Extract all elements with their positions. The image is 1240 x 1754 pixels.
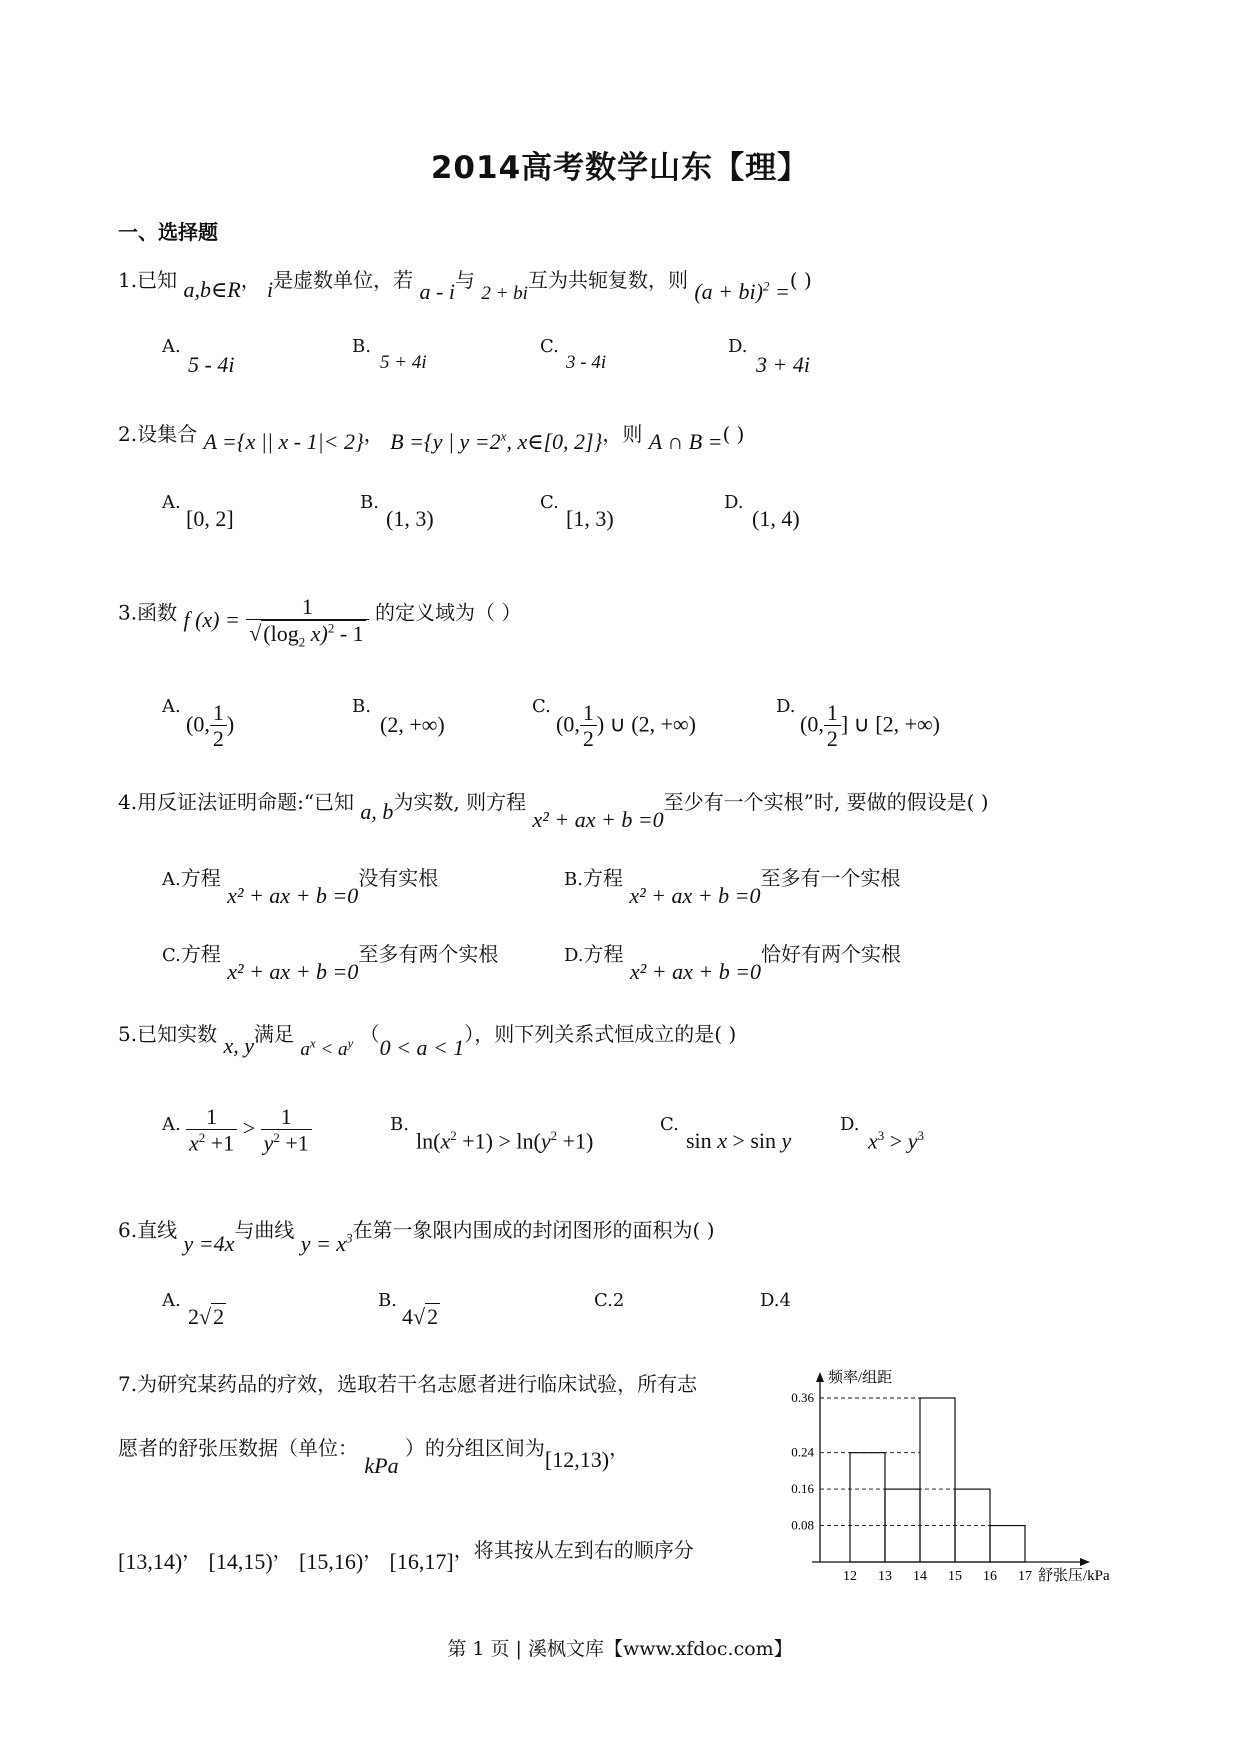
option-text: 方程	[180, 866, 221, 890]
option-text: 方程	[582, 866, 623, 890]
math-part: 4	[402, 1304, 413, 1329]
question-number: 5.	[118, 1022, 138, 1046]
math-expr: i	[267, 277, 274, 302]
fraction	[824, 700, 841, 753]
unit-kpa: kPa	[364, 1453, 399, 1478]
question-text: ，	[182, 1538, 203, 1562]
question-text: 为研究某药品的疗效，选取若干名志愿者进行临床试验，所有志	[137, 1372, 698, 1396]
option-value: 3 - 4i	[566, 352, 607, 373]
question-3	[118, 586, 522, 650]
question-text: 在第一象限内围成的封闭图形的面积为( )	[352, 1218, 715, 1242]
option-value	[556, 700, 696, 753]
interval: [13,14)	[118, 1549, 183, 1574]
math-expr	[694, 279, 789, 304]
fraction	[210, 700, 227, 753]
math-expr: x² + ax + b =0	[629, 959, 762, 984]
math-expr: A ={x || x - 1|< 2}	[203, 429, 364, 454]
question-text: ）的分组区间为	[404, 1436, 545, 1460]
question-text: 是虚数单位，若	[273, 268, 414, 292]
math-part: )	[226, 711, 235, 737]
x-tick-label: 17	[1018, 1569, 1032, 1584]
math-sub: 2	[298, 634, 306, 650]
option-label: D.	[760, 1290, 780, 1311]
math-expr: y =4x	[183, 1231, 235, 1256]
option-label: C.	[540, 336, 559, 357]
math-expr: x² + ax + b =0	[227, 883, 359, 908]
option-text: 恰好有两个实根	[761, 942, 902, 966]
option-4b	[564, 862, 901, 908]
y-axis-arrow	[816, 1372, 824, 1382]
fraction-denominator: 2	[582, 726, 594, 752]
option-value: [0, 2]	[186, 506, 234, 531]
option-label: A.	[162, 1114, 181, 1135]
option-value: (2, +∞)	[380, 712, 445, 737]
question-text: 已知	[137, 268, 178, 292]
option-label: B.	[360, 492, 379, 513]
question-number: 3.	[118, 600, 138, 625]
option-4a	[162, 862, 439, 908]
math-part: ] ∪ [2, +∞)	[840, 711, 940, 737]
option-value: 2	[612, 1290, 625, 1311]
option-label: C.	[540, 492, 559, 513]
option-label: C.	[162, 945, 181, 966]
option-value-5c: sin x > sin y	[686, 1128, 792, 1153]
math-radicand: 2	[427, 1304, 439, 1329]
question-1	[118, 264, 812, 304]
fraction: $\frac{1}{x^2 +1}$	[186, 1104, 237, 1157]
question-text: ，则	[602, 422, 643, 446]
option-value: 5 + 4i	[380, 352, 427, 373]
question-5	[118, 1018, 737, 1060]
interval: [12,13)	[544, 1447, 610, 1472]
question-7-line-3	[118, 1534, 694, 1574]
option-label: A.	[162, 492, 181, 513]
answer-paren: ( )	[722, 422, 745, 446]
option-value: 4	[779, 1290, 791, 1311]
question-7-line-2	[118, 1432, 630, 1478]
math-part: 2	[188, 1304, 199, 1329]
question-text: 与曲线	[234, 1218, 295, 1242]
question-text: 的定义域为（ ）	[375, 600, 522, 625]
histogram-chart	[780, 1368, 1110, 1608]
question-number: 2.	[118, 422, 138, 446]
interval: [16,17]	[389, 1549, 454, 1574]
math-part: B ={y | y =2	[390, 429, 501, 454]
option-value-5d: $x^3 > y^3$	[868, 1128, 924, 1154]
option-value: 3 + 4i	[756, 352, 810, 377]
page-title: 2014高考数学山东【理】	[430, 150, 810, 186]
x-tick-label: 13	[878, 1569, 892, 1584]
math-expr	[300, 1035, 354, 1060]
option-6c	[594, 1290, 624, 1311]
option-label: A.	[162, 336, 181, 357]
option-label: A.	[162, 696, 181, 717]
fraction	[580, 700, 597, 753]
math-expr: a - i	[419, 279, 455, 304]
math-part: (log	[263, 620, 299, 646]
option-label: B.	[352, 336, 371, 357]
question-number: 6.	[118, 1218, 138, 1242]
page-footer: 第 1 页 | 溪枫文库【www.xfdoc.com】	[447, 1638, 793, 1660]
math-part: x)	[305, 620, 328, 646]
math-part: ) ∪ (2, +∞)	[596, 711, 696, 737]
question-text: ，	[272, 1538, 293, 1562]
math-sup: x	[309, 1035, 316, 1051]
section-heading: 一、选择题	[118, 220, 218, 244]
option-value-5a: $\frac{1}{x^2 +1}$ > $\frac{1}{y^2 +1}$	[186, 1104, 312, 1157]
option-label: D.	[728, 336, 748, 357]
question-4	[118, 786, 989, 832]
x-tick-label: 15	[948, 1569, 962, 1584]
histogram-bar	[920, 1398, 955, 1562]
option-label: C.	[660, 1114, 679, 1135]
math-expr: x, y	[223, 1033, 254, 1058]
option-text: 至多有一个实根	[760, 866, 901, 890]
question-text: 满足	[253, 1022, 294, 1046]
math-part: - 1	[334, 620, 364, 646]
option-value-6b: 4√2	[402, 1304, 439, 1329]
option-6d	[760, 1290, 791, 1311]
question-text: 设集合	[137, 422, 198, 446]
math-radicand: 2	[213, 1304, 225, 1329]
option-label: B.	[564, 869, 583, 890]
question-text: ），则下列关系式恒成立的是( )	[464, 1022, 737, 1046]
option-label: A.	[162, 1290, 181, 1311]
y-tick-label: 0.36	[791, 1390, 814, 1405]
question-2	[118, 418, 745, 454]
question-6	[118, 1214, 715, 1256]
math-expr: x² + ax + b =0	[227, 959, 359, 984]
fraction	[246, 594, 368, 650]
math-sup: y	[347, 1035, 354, 1051]
question-text: 至少有一个实根”时, 要做的假设是( )	[663, 790, 989, 814]
fraction-numerator: 1	[824, 700, 841, 726]
option-value: (1, 3)	[386, 506, 434, 531]
math-expr: A ∩ B =	[648, 429, 723, 454]
question-text: （	[359, 1022, 380, 1046]
math-sup: x	[500, 428, 507, 444]
y-axis-label: 频率/组距	[828, 1370, 893, 1386]
fraction-numerator: 1	[246, 594, 368, 620]
math-part: (0,	[556, 711, 580, 737]
x-tick-label: 16	[983, 1569, 997, 1584]
option-label: C.	[532, 696, 551, 717]
math-part: (0,	[800, 711, 824, 737]
math-sup: 2	[327, 620, 335, 636]
math-expr: 2 + bi	[481, 283, 528, 304]
option-value: 5 - 4i	[188, 352, 235, 377]
question-text: ，将其按从左到右的顺序分	[453, 1538, 694, 1562]
option-value: (1, 4)	[752, 506, 800, 531]
question-7-line-1	[118, 1368, 697, 1397]
option-text: 方程	[180, 942, 221, 966]
question-text: 愿者的舒张压数据（单位：	[118, 1436, 358, 1460]
math-expr	[301, 1231, 353, 1256]
y-tick-label: 0.08	[791, 1517, 814, 1533]
option-label: B.	[390, 1114, 409, 1135]
option-label: D.	[840, 1114, 860, 1135]
option-value	[800, 700, 940, 753]
option-label: B.	[352, 696, 371, 717]
y-tick-label: 0.16	[791, 1481, 814, 1497]
math-part: y = x	[300, 1231, 347, 1256]
option-4d	[564, 938, 902, 984]
question-text: 与	[454, 268, 475, 292]
option-value-5b: $\ln(x^2 +1) > \ln(y^2 +1)$	[416, 1128, 594, 1154]
math-expr: 0 < a < 1	[379, 1035, 465, 1060]
math-part: =	[769, 279, 790, 304]
fraction: $\frac{1}{y^2 +1}$	[261, 1104, 312, 1157]
question-text: 直线	[137, 1218, 178, 1242]
question-text: 已知实数	[137, 1022, 218, 1046]
math-expr: x² + ax + b =0	[629, 883, 761, 908]
histogram-bar	[850, 1453, 885, 1562]
option-label: B.	[378, 1290, 397, 1311]
fraction-denominator: $√(\log_2$ x)$^2$ - 1	[249, 620, 364, 650]
question-text: ，	[240, 268, 261, 292]
interval: [14,15)	[208, 1549, 273, 1574]
math-part: a	[300, 1039, 310, 1060]
math-expr: x² + ax + b =0	[532, 807, 664, 832]
math-expr: a, b	[360, 799, 394, 824]
math-sup: 2	[762, 278, 770, 294]
answer-paren: ( )	[789, 268, 812, 292]
question-text: 用反证法证明命题:“已知	[137, 790, 355, 814]
fraction-denominator: 2	[826, 726, 838, 752]
y-tick-label: 0.24	[791, 1444, 814, 1460]
question-text: ，	[363, 422, 384, 446]
question-text: 函数	[137, 600, 178, 625]
question-text: ，	[609, 1436, 630, 1460]
math-expr: a,b∈R	[183, 277, 241, 302]
x-tick-label: 12	[843, 1569, 857, 1584]
fraction-denominator: 2	[212, 726, 224, 752]
x-axis-label: 舒张压/kPa	[1038, 1568, 1110, 1584]
option-label: D.	[564, 945, 584, 966]
option-label: D.	[724, 492, 744, 513]
x-axis-arrow	[1080, 1558, 1090, 1566]
math-part: , x∈[0, 2]}	[506, 429, 603, 454]
math-expr: f (x) =	[183, 607, 240, 633]
math-part: (a + bi)	[694, 279, 763, 304]
question-text: 为实数, 则方程	[393, 790, 527, 814]
math-expr	[390, 429, 602, 454]
fraction-numerator: 1	[580, 700, 597, 726]
option-value-6a: 2√2	[188, 1304, 225, 1329]
math-part: (0,	[186, 711, 210, 737]
math-part: < a	[315, 1039, 348, 1060]
interval: [15,16)	[299, 1549, 364, 1574]
option-text: 方程	[583, 942, 624, 966]
question-number: 4.	[118, 790, 138, 814]
question-number: 1.	[118, 268, 138, 292]
math-sup: 3	[346, 1230, 353, 1246]
option-label: C.	[594, 1290, 613, 1311]
option-value: [1, 3)	[566, 506, 614, 531]
fraction-numerator: 1	[210, 700, 227, 726]
histogram-bar	[990, 1526, 1025, 1562]
option-text: 至多有两个实根	[358, 942, 499, 966]
question-number: 7.	[118, 1372, 138, 1396]
option-label: A.	[162, 869, 181, 890]
question-text: 互为共轭复数，则	[527, 268, 688, 292]
option-text: 没有实根	[358, 866, 439, 890]
option-4c	[162, 938, 499, 984]
x-tick-label: 14	[913, 1569, 927, 1584]
option-value	[186, 700, 234, 753]
question-text: ，	[363, 1538, 384, 1562]
option-label: D.	[776, 696, 796, 717]
